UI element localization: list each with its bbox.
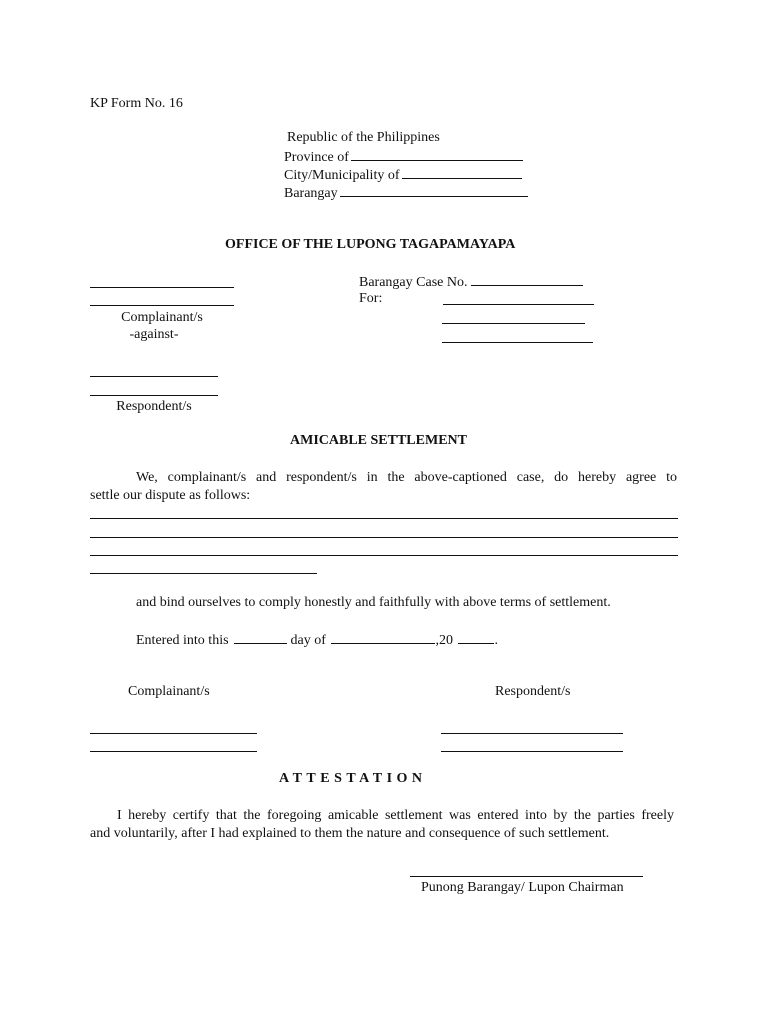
terms-line-4[interactable] xyxy=(90,573,317,574)
bind-statement: and bind ourselves to comply honestly and faithfully with above terms of settlement. xyxy=(136,595,611,610)
city-label: City/Municipality of xyxy=(284,168,400,183)
entered-year-field[interactable] xyxy=(458,630,494,644)
respondent-line-2[interactable] xyxy=(90,395,218,396)
entered-day-label: day of xyxy=(290,633,326,648)
complainant-signature-line-2[interactable] xyxy=(90,751,257,752)
province-field[interactable] xyxy=(351,147,523,161)
barangay-label: Barangay xyxy=(284,186,338,201)
entered-day-field[interactable] xyxy=(234,630,287,644)
complainant-signature-line-1[interactable] xyxy=(90,733,257,734)
against-label: -against- xyxy=(129,327,179,342)
sig-complainant-label: Complainant/s xyxy=(128,684,210,699)
settlement-title: AMICABLE SETTLEMENT xyxy=(290,433,467,448)
entered-row xyxy=(136,630,498,650)
case-no-field[interactable] xyxy=(471,272,583,286)
entered-month-field[interactable] xyxy=(331,630,435,644)
republic-heading: Republic of the Philippines xyxy=(287,130,440,145)
terms-line-1[interactable] xyxy=(90,518,678,519)
office-title: OFFICE OF THE LUPONG TAGAPAMAYAPA xyxy=(225,237,516,252)
for-line-3[interactable] xyxy=(442,342,593,343)
attestation-line-2: and voluntarily, after I had explained to them the nature and consequence of such settlement. xyxy=(90,826,610,841)
complainant-caption-label: Complainant/s xyxy=(121,310,203,325)
for-line-1[interactable] xyxy=(443,304,594,305)
city-row xyxy=(284,165,522,185)
barangay-field[interactable] xyxy=(340,183,528,197)
respondent-line-1[interactable] xyxy=(90,376,218,377)
form-number: KP Form No. 16 xyxy=(90,96,183,111)
terms-line-3[interactable] xyxy=(90,555,678,556)
entered-prefix: Entered into this xyxy=(136,633,229,648)
respondent-signature-line-2[interactable] xyxy=(441,751,623,752)
respondent-caption-label: Respondent/s xyxy=(116,399,192,414)
entered-year-label: ,20 xyxy=(435,633,453,648)
respondent-signature-line-1[interactable] xyxy=(441,733,623,734)
terms-line-2[interactable] xyxy=(90,537,678,538)
chairman-signature-line[interactable] xyxy=(410,876,643,877)
complainant-line-1[interactable] xyxy=(90,287,234,288)
entered-end: . xyxy=(494,633,498,648)
province-row xyxy=(284,147,523,167)
city-field[interactable] xyxy=(402,165,522,179)
case-no-label: Barangay Case No. xyxy=(359,275,468,290)
province-label: Province of xyxy=(284,150,349,165)
barangay-row xyxy=(284,183,528,203)
attestation-line-1: I hereby certify that the foregoing amicable settlement was entered into by the parties freely xyxy=(117,808,674,823)
intro-line-1: We, complainant/s and respondent/s in the above-captioned case, do hereby agree to xyxy=(136,470,677,485)
chairman-label: Punong Barangay/ Lupon Chairman xyxy=(421,880,624,895)
complainant-line-2[interactable] xyxy=(90,305,234,306)
for-line-2[interactable] xyxy=(442,323,585,324)
for-label: For: xyxy=(359,291,383,306)
case-no-row xyxy=(359,272,583,292)
sig-respondent-label: Respondent/s xyxy=(495,684,571,699)
intro-line-2: settle our dispute as follows: xyxy=(90,488,251,503)
attestation-title: ATTESTATION xyxy=(279,771,427,786)
